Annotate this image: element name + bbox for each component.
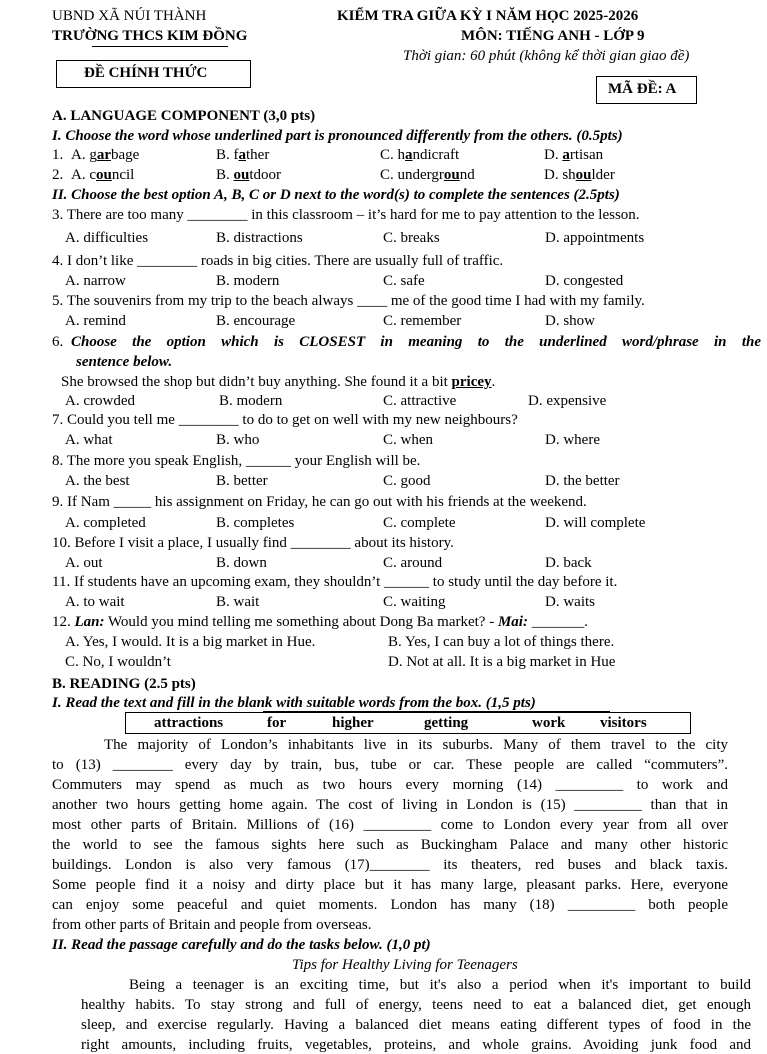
q11-option-b: B. wait <box>216 594 260 610</box>
q4-option-c: C. safe <box>383 273 425 289</box>
q11-option-a: A. to wait <box>65 594 125 610</box>
q9-option-d: D. will complete <box>545 515 646 531</box>
ward-name: UBND XÃ NÚI THÀNH <box>52 8 207 24</box>
q4-options <box>0 273 767 293</box>
q7-options <box>0 432 767 452</box>
q7-option-d: D. where <box>545 432 600 448</box>
part-a1-title: I. Choose the word whose underlined part is pronounced differently from the others. (0.5pts) <box>52 128 623 144</box>
q6-instruction: Choose the option which is CLOSEST in meaning to the underlined word/phrase in the <box>71 334 761 350</box>
q11-option-d: D. waits <box>545 594 595 610</box>
passage1-line: Commuters may spend as much as two hours every morning (14) _________ to work and <box>52 777 728 793</box>
q12-option-b: B. Yes, I can buy a lot of things there. <box>388 634 615 650</box>
q5-option-a: A. remind <box>65 313 126 329</box>
q7-option-c: C. when <box>383 432 433 448</box>
word-box-item: attractions <box>154 715 224 731</box>
q3-stem: 3. There are too many ________ in this classroom – it’s hard for me to pay attention to the lesson. <box>52 207 640 223</box>
school-name-underline <box>92 46 228 47</box>
passage2-line: Being a teenager is an exciting time, but it's also a period when it's important to build <box>129 977 751 993</box>
q10-option-b: B. down <box>216 555 267 571</box>
time-allowed: Thời gian: 60 phút (không kể thời gian giao đề) <box>403 48 690 64</box>
q1-number: 1. <box>52 147 64 163</box>
word-box-item: visitors <box>600 715 647 731</box>
passage2-line: sleep, and exercise regularly. Having a balanced diet means eating different types of food in the <box>81 1017 751 1033</box>
part-b1-title: I. Read the text and fill in the blank with suitable words from the box. (1,5 pts) <box>52 695 536 711</box>
q8-stem: 8. The more you speak English, ______ your English will be. <box>52 453 421 469</box>
q6-option-c: C. attractive <box>383 393 457 409</box>
word-box-item: getting <box>424 715 469 731</box>
exam-code: MÃ ĐỀ: A <box>608 81 677 97</box>
q11-option-c: C. waiting <box>383 594 446 610</box>
subject-title: MÔN: TIẾNG ANH - LỚP 9 <box>461 28 645 44</box>
q5-option-d: D. show <box>545 313 596 329</box>
q12-option-d: D. Not at all. It is a big market in Hue <box>388 654 616 670</box>
q11-options <box>0 594 767 614</box>
passage1-line: another two hours getting home again. The cost of living in London is (15) _________ than that in <box>52 797 728 813</box>
q9-option-a: A. completed <box>65 515 146 531</box>
q3-option-b: B. distractions <box>216 230 303 246</box>
word-box-item: higher <box>332 715 374 731</box>
passage1-line: most other parts of Britain. Millions of (16) _________ come to London every year from all over <box>52 817 728 833</box>
part-a2-title: II. Choose the best option A, B, C or D next to the word(s) to complete the sentences (2.5pts) <box>52 187 620 203</box>
q12-stem: 12. Lan: Would you mind telling me something about Dong Ba market? - Mai: _______. <box>52 614 588 630</box>
q6-sentence: She browsed the shop but didn’t buy anything. She found it a bit pricey. <box>61 374 496 390</box>
word-box-item: for <box>267 715 287 731</box>
q6-underlined-word: pricey <box>451 374 492 390</box>
q9-option-c: C. complete <box>383 515 456 531</box>
passage2-line: healthy habits. To stay strong and full of energy, teens need to eat a balanced diet, get enough <box>81 997 751 1013</box>
passage1-line: to (13) ________ every day by train, bus, tube or car. These people are called “commuters”. <box>52 757 728 773</box>
q2-option-d: D. shoulder <box>544 167 615 183</box>
q2-option-b: B. outdoor <box>216 167 282 183</box>
q9-stem: 9. If Nam _____ his assignment on Friday, he can go out with his friends at the weekend. <box>52 494 587 510</box>
q12-option-a: A. Yes, I would. It is a big market in Hue. <box>65 634 316 650</box>
q3-option-a: A. difficulties <box>65 230 149 246</box>
q10-option-a: A. out <box>65 555 103 571</box>
official-box <box>56 60 251 88</box>
q8-options <box>0 473 767 493</box>
q7-stem: 7. Could you tell me ________ to do to get on well with my new neighbours? <box>52 412 518 428</box>
q2-number: 2. <box>52 167 64 183</box>
q6-option-d: D. expensive <box>528 393 607 409</box>
word-box-item: work <box>532 715 566 731</box>
q6-option-b: B. modern <box>219 393 283 409</box>
question-2 <box>0 167 767 187</box>
q6-number: 6. <box>52 334 64 350</box>
part-b2-title: II. Read the passage carefully and do the tasks below. (1,0 pt) <box>52 937 431 953</box>
q8-option-c: C. good <box>383 473 431 489</box>
q9-options <box>0 515 767 535</box>
q1-option-a: A. garbage <box>71 147 140 163</box>
q2-option-c: C. underground <box>380 167 475 183</box>
question-1 <box>0 147 767 167</box>
q1-option-b: B. father <box>216 147 270 163</box>
passage1-line: the world to see the famous sights here such as Buckingham Palace and many other historic <box>52 837 728 853</box>
q5-option-b: B. encourage <box>216 313 296 329</box>
q9-option-b: B. completes <box>216 515 295 531</box>
passage1-line: Some people find it a noisy and dirty place but it has many large, pleasant parks. Here, everyone <box>52 877 728 893</box>
q5-option-c: C. remember <box>383 313 462 329</box>
q7-option-b: B. who <box>216 432 260 448</box>
q12-option-c: C. No, I wouldn’t <box>65 654 171 670</box>
word-box <box>125 712 691 734</box>
q5-options <box>0 313 767 333</box>
passage2-line: right amounts, including fruits, vegetables, proteins, and whole grains. Avoiding junk food and <box>81 1037 751 1053</box>
section-b-title: B. READING (2.5 pts) <box>52 676 196 692</box>
q7-option-a: A. what <box>65 432 113 448</box>
q1-option-c: C. handicraft <box>380 147 460 163</box>
q4-option-d: D. congested <box>545 273 624 289</box>
official-label: ĐỀ CHÍNH THỨC <box>84 65 208 81</box>
passage1-line: from other parts of Britain and people from overseas. <box>52 917 372 933</box>
q5-stem: 5. The souvenirs from my trip to the beach always ____ me of the good time I had with my family. <box>52 293 645 309</box>
q6-instruction-line2: sentence below. <box>76 354 173 370</box>
exam-title: KIỂM TRA GIỮA KỲ I NĂM HỌC 2025-2026 <box>337 8 639 24</box>
q3-options <box>0 230 767 250</box>
q10-option-c: C. around <box>383 555 443 571</box>
q8-option-a: A. the best <box>65 473 130 489</box>
q4-stem: 4. I don’t like ________ roads in big cities. There are usually full of traffic. <box>52 253 504 269</box>
q1-option-d: D. artisan <box>544 147 604 163</box>
q3-option-c: C. breaks <box>383 230 440 246</box>
q2-option-a: A. council <box>71 167 135 183</box>
q3-option-d: D. appointments <box>545 230 645 246</box>
q4-option-b: B. modern <box>216 273 280 289</box>
q10-option-d: D. back <box>545 555 592 571</box>
q8-option-b: B. better <box>216 473 268 489</box>
passage1-line: The majority of London’s inhabitants live in its suburbs. Many of them travel to the city <box>104 737 728 753</box>
q10-options <box>0 555 767 575</box>
q6-option-a: A. crowded <box>65 393 135 409</box>
q8-option-d: D. the better <box>545 473 620 489</box>
q10-stem: 10. Before I visit a place, I usually find ________ about its history. <box>52 535 454 551</box>
q6-options <box>0 393 767 413</box>
exam-code-box <box>596 76 697 104</box>
section-a-title: A. LANGUAGE COMPONENT (3,0 pts) <box>52 108 316 124</box>
q11-stem: 11. If students have an upcoming exam, they shouldn’t ______ to study until the day before it. <box>52 574 618 590</box>
passage1-line: can enjoy some peaceful and quiet moments. London has many (18) _________ both people <box>52 897 728 913</box>
passage1-line: buildings. London is also very famous (17)________ its theaters, red buses and black taxis. <box>52 857 728 873</box>
school-name: TRƯỜNG THCS KIM ĐỒNG <box>52 28 248 44</box>
q4-option-a: A. narrow <box>65 273 126 289</box>
passage2-title: Tips for Healthy Living for Teenagers <box>292 957 518 973</box>
